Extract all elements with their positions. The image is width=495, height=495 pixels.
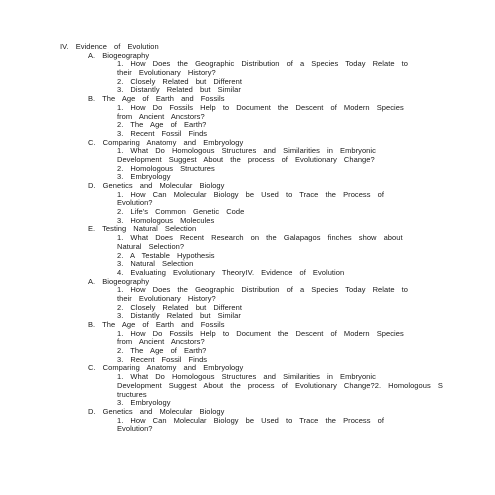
outline-line: 2. The Age of Earth? bbox=[117, 121, 207, 130]
outline-line: D. Genetics and Molecular Biology bbox=[88, 182, 225, 190]
outline-line: IV. Evidence of Evolution bbox=[60, 43, 159, 51]
outline-line: 4. Evaluating Evolutionary TheoryIV. Evidence of Evolution bbox=[117, 268, 345, 277]
outline-line: 3. Embryology bbox=[117, 399, 171, 408]
outline-line: Evolution? bbox=[117, 425, 153, 434]
outline-line: A. Biogeography bbox=[88, 277, 150, 286]
outline-line: 1. What Do Homologous Structures and Similarities in Embryonic bbox=[117, 147, 376, 156]
outline-line: C. Comparing Anatomy and Embryology bbox=[88, 138, 244, 147]
outline-line: D. Genetics and Molecular Biology bbox=[88, 407, 225, 416]
outline-line: 3. Recent Fossil Finds bbox=[117, 355, 208, 364]
outline-line: 1. How Does the Geographic Distribution of a Species Today Relate to bbox=[117, 286, 408, 295]
outline-line: 3. Homologous Molecules bbox=[117, 216, 215, 225]
outline bbox=[0, 43, 495, 434]
outline-line: 1. How Can Molecular Biology be Used to Trace the Process of bbox=[117, 416, 384, 425]
outline-line: A. Biogeography bbox=[88, 51, 150, 60]
outline-line: 1. How Do Fossils Help to Document the Descent of Modern Species bbox=[117, 329, 404, 338]
outline-line: tructures bbox=[117, 390, 147, 399]
outline-line: 1. What Do Homologous Structures and Similarities in Embryonic bbox=[117, 373, 376, 382]
outline-line: 1. What Does Recent Research on the Galapagos finches show about bbox=[117, 234, 403, 243]
outline-line: 2. The Age of Earth? bbox=[117, 347, 207, 356]
outline-line: Development Suggest About the process of Evolutionary Change?2. Homologous S bbox=[117, 381, 443, 390]
outline-line: 2. Life’s Common Genetic Code bbox=[117, 208, 245, 217]
outline-line: 2. A Testable Hypothesis bbox=[117, 251, 215, 260]
outline-line: B. The Age of Earth and Fossils bbox=[88, 95, 225, 104]
outline-line: 1. How Does the Geographic Distribution of a Species Today Relate to bbox=[117, 60, 408, 69]
outline-line: 3. Embryology bbox=[117, 173, 171, 182]
outline-line: their Evolutionary History? bbox=[117, 69, 216, 78]
outline-line: 3. Distantly Related but Similar bbox=[117, 86, 241, 95]
outline-line: 1. How Can Molecular Biology be Used to Trace the Process of bbox=[117, 190, 384, 199]
outline-line: 2. Homologous Structures bbox=[117, 164, 215, 173]
outline-line: E. Testing Natural Selection bbox=[88, 225, 197, 234]
outline-line: 3. Distantly Related but Similar bbox=[117, 312, 241, 321]
outline-line: 3. Recent Fossil Finds bbox=[117, 129, 208, 138]
outline-line: 2. Closely Related but Different bbox=[117, 303, 243, 312]
outline-line: Evolution? bbox=[117, 199, 153, 208]
outline-line: from Ancient Ancstors? bbox=[117, 112, 205, 121]
outline-line: Natural Selection? bbox=[117, 242, 185, 251]
outline-line: B. The Age of Earth and Fossils bbox=[88, 321, 225, 329]
outline-line: 3. Natural Selection bbox=[117, 260, 194, 269]
outline-line: their Evolutionary History? bbox=[117, 294, 216, 303]
outline-line: C. Comparing Anatomy and Embryology bbox=[88, 364, 244, 373]
outline-line: 1. How Do Fossils Help to Document the Descent of Modern Species bbox=[117, 103, 404, 112]
outline-line: 2. Closely Related but Different bbox=[117, 77, 243, 86]
outline-line: from Ancient Ancstors? bbox=[117, 338, 205, 347]
outline-line: Development Suggest About the process of Evolutionary Change? bbox=[117, 155, 375, 164]
